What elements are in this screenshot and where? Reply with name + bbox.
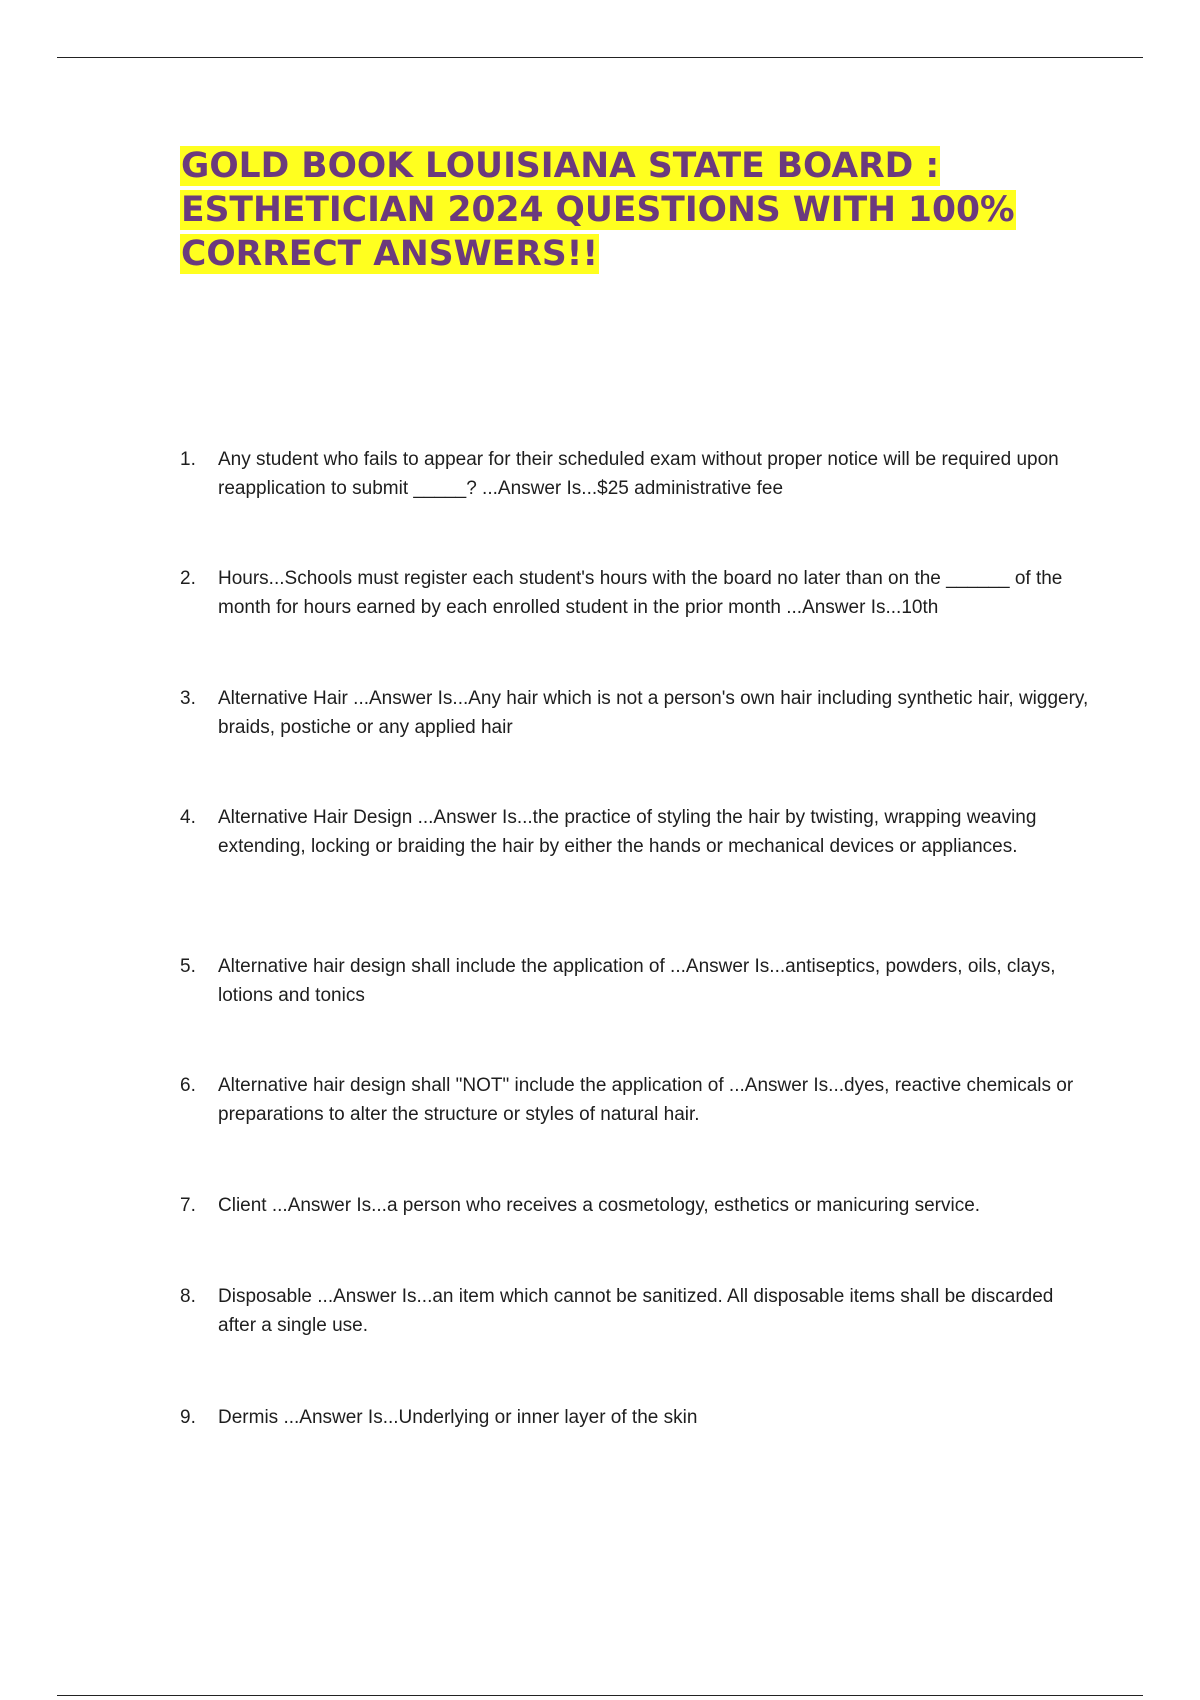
- list-item: [180, 564, 1090, 622]
- list-item: [180, 1403, 1090, 1432]
- list-item: [180, 952, 1090, 1010]
- question-text: Any student who fails to appear for their scheduled exam without proper notice will be required upon reapplication to submit _____? ...Answer Is...$25 administrative fee: [218, 449, 1059, 499]
- question-text: Dermis ...Answer Is...Underlying or inner layer of the skin: [218, 1407, 698, 1428]
- question-number: 9.: [180, 1407, 196, 1428]
- document-title-text: GOLD BOOK LOUISIANA STATE BOARD : ESTHETICIAN 2024 QUESTIONS WITH 100% CORRECT ANSWERS!!: [181, 146, 1015, 274]
- question-number: 4.: [180, 807, 196, 828]
- question-number: 3.: [180, 688, 196, 709]
- question-number: 8.: [180, 1286, 196, 1307]
- top-divider: [57, 57, 1143, 58]
- list-item: [180, 684, 1090, 742]
- question-text: Hours...Schools must register each student's hours with the board no later than on the ______ of the month for hours earned by each enrolled student in the prior month ...Answer Is...10th: [218, 568, 1063, 618]
- list-item: [180, 803, 1090, 861]
- document-title: [180, 144, 1090, 276]
- question-number: 2.: [180, 568, 196, 589]
- list-item: [180, 1282, 1090, 1340]
- question-text: Alternative hair design shall include the application of ...Answer Is...antiseptics, powders, oils, clays, lotions and tonics: [218, 956, 1056, 1006]
- question-text: Disposable ...Answer Is...an item which cannot be sanitized. All disposable items shall be discarded after a single use.: [218, 1286, 1054, 1336]
- question-text: Alternative Hair Design ...Answer Is...the practice of styling the hair by twisting, wrapping weaving extending, locking or braiding the hair by either the hands or mechanical devices or appliances.: [218, 807, 1037, 857]
- question-number: 5.: [180, 956, 196, 977]
- question-number: 1.: [180, 449, 196, 470]
- question-text: Alternative Hair ...Answer Is...Any hair which is not a person's own hair including synthetic hair, wiggery, braids, postiche or any applied hair: [218, 688, 1089, 738]
- bottom-divider: [57, 1695, 1143, 1696]
- question-number: 6.: [180, 1075, 196, 1096]
- question-text: Client ...Answer Is...a person who receives a cosmetology, esthetics or manicuring service.: [218, 1195, 981, 1216]
- question-number: 7.: [180, 1195, 196, 1216]
- list-item: [180, 1071, 1090, 1129]
- question-text: Alternative hair design shall "NOT" include the application of ...Answer Is...dyes, reactive chemicals or preparations to alter the structure or styles of natural hair.: [218, 1075, 1074, 1125]
- list-item: [180, 445, 1090, 503]
- list-item: [180, 1191, 1090, 1220]
